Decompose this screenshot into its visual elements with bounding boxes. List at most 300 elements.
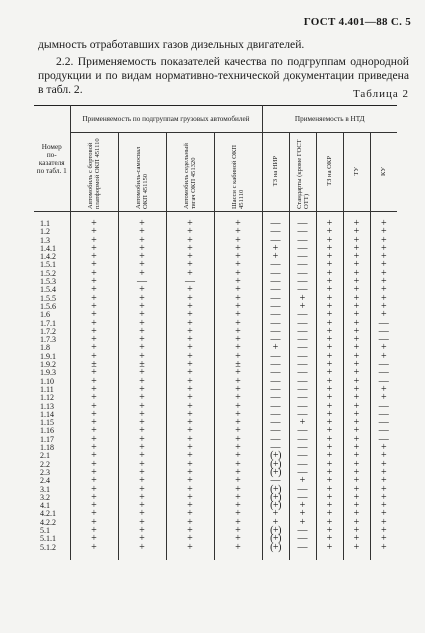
applicability-mark: + [70, 444, 118, 452]
applicability-mark: + [343, 245, 370, 253]
applicability-mark: + [214, 544, 262, 552]
row-number: 1.10 [34, 378, 70, 386]
applicability-mark: — [262, 403, 289, 411]
applicability-mark: + [214, 527, 262, 535]
applicability-mark: + [214, 469, 262, 477]
applicability-mark: ± [214, 361, 262, 369]
applicability-mark: + [70, 378, 118, 386]
applicability-mark: + [262, 510, 289, 518]
applicability-mark: + [343, 311, 370, 319]
applicability-mark: — [289, 394, 316, 402]
applicability-mark: + [166, 510, 214, 518]
applicability-mark: — [262, 369, 289, 377]
applicability-mark: — [262, 270, 289, 278]
table-row [34, 369, 397, 377]
applicability-mark: ± [70, 361, 118, 369]
applicability-mark: + [343, 519, 370, 527]
applicability-mark: + [214, 353, 262, 361]
table-row [34, 544, 397, 552]
applicability-mark: + [214, 510, 262, 518]
applicability-mark: + [343, 494, 370, 502]
applicability-mark: + [118, 494, 166, 502]
applicability-mark: + [316, 245, 343, 253]
row-number: 1.5.2 [34, 270, 70, 278]
row-number: 1.5.3 [34, 278, 70, 286]
applicability-mark: + [166, 444, 214, 452]
applicability-mark: — [262, 303, 289, 311]
applicability-mark: + [370, 295, 397, 303]
applicability-mark: + [118, 228, 166, 236]
applicability-mark: + [118, 419, 166, 427]
applicability-mark: + [118, 519, 166, 527]
applicability-mark: + [370, 544, 397, 552]
applicability-mark: (+) [262, 502, 289, 510]
applicability-mark: — [289, 344, 316, 352]
applicability-mark: + [343, 336, 370, 344]
applicability-mark: + [166, 336, 214, 344]
row-number: 1.9.2 [34, 361, 70, 369]
applicability-mark: + [370, 344, 397, 352]
applicability-mark: + [118, 502, 166, 510]
row-number: 1.5.6 [34, 303, 70, 311]
table-row [34, 427, 397, 435]
applicability-mark: — [262, 378, 289, 386]
applicability-mark: + [118, 469, 166, 477]
row-number: 1.7.2 [34, 328, 70, 336]
applicability-mark: — [370, 419, 397, 427]
applicability-mark: + [316, 469, 343, 477]
row-number: 1.12 [34, 394, 70, 402]
applicability-mark: + [343, 220, 370, 228]
applicability-mark: + [343, 477, 370, 485]
applicability-mark: + [70, 286, 118, 294]
applicability-mark: + [118, 220, 166, 228]
applicability-mark: + [343, 486, 370, 494]
applicability-mark: + [214, 220, 262, 228]
applicability-mark: — [289, 444, 316, 452]
applicability-mark: + [70, 411, 118, 419]
applicability-mark: — [289, 361, 316, 369]
applicability-mark: — [262, 237, 289, 245]
applicability-mark: + [289, 510, 316, 518]
applicability-mark: — [262, 278, 289, 286]
applicability-mark: + [118, 403, 166, 411]
table-row [34, 378, 397, 386]
applicability-mark: + [370, 278, 397, 286]
applicability-mark: + [343, 261, 370, 269]
applicability-mark: + [166, 286, 214, 294]
applicability-mark: + [343, 544, 370, 552]
column-header: ТЗ на ОКР [316, 133, 343, 212]
table-row [34, 253, 397, 261]
applicability-mark: + [316, 361, 343, 369]
column-header: Автомобиль-самосвал ОКП 451150 [118, 133, 166, 212]
applicability-mark: + [316, 444, 343, 452]
applicability-mark: — [262, 295, 289, 303]
applicability-mark: + [343, 295, 370, 303]
row-number: 1.2 [34, 228, 70, 236]
row-number: 1.9.3 [34, 369, 70, 377]
applicability-mark: + [214, 477, 262, 485]
applicability-mark: + [70, 253, 118, 261]
table-row [34, 353, 397, 361]
applicability-mark: + [70, 261, 118, 269]
applicability-mark: + [316, 436, 343, 444]
applicability-mark: + [370, 245, 397, 253]
column-header: Стандарты (кроме ГОСТ ОТТ) [289, 133, 316, 212]
applicability-mark: — [289, 253, 316, 261]
applicability-mark: — [289, 469, 316, 477]
applicability-mark: + [316, 502, 343, 510]
applicability-mark: — [289, 328, 316, 336]
applicability-table [34, 105, 397, 560]
applicability-mark: + [214, 270, 262, 278]
table-row [34, 527, 397, 535]
table-row [34, 320, 397, 328]
row-number: 1.16 [34, 427, 70, 435]
applicability-mark: + [166, 369, 214, 377]
applicability-mark: + [166, 419, 214, 427]
applicability-mark: (+) [262, 486, 289, 494]
num-column-header: Номер показателя по табл. 1 [34, 106, 70, 212]
applicability-mark: + [316, 320, 343, 328]
applicability-mark: + [70, 237, 118, 245]
applicability-mark: + [343, 510, 370, 518]
applicability-mark: + [214, 386, 262, 394]
applicability-mark: + [316, 369, 343, 377]
applicability-mark: + [70, 544, 118, 552]
applicability-mark: + [370, 228, 397, 236]
applicability-mark: + [343, 270, 370, 278]
applicability-mark: — [289, 320, 316, 328]
group-ntd-header: Применяемость в НТД [262, 106, 397, 133]
table-row [34, 510, 397, 518]
applicability-mark: + [316, 311, 343, 319]
applicability-mark: — [289, 535, 316, 543]
applicability-mark: — [289, 486, 316, 494]
applicability-mark: — [289, 403, 316, 411]
applicability-mark: + [118, 444, 166, 452]
applicability-mark: + [316, 510, 343, 518]
applicability-mark: + [316, 220, 343, 228]
applicability-mark: + [370, 270, 397, 278]
applicability-mark: + [70, 344, 118, 352]
table-row [34, 419, 397, 427]
applicability-mark: — [262, 444, 289, 452]
applicability-mark: + [118, 245, 166, 253]
applicability-mark: + [166, 411, 214, 419]
applicability-mark: — [289, 228, 316, 236]
applicability-mark: — [289, 245, 316, 253]
applicability-mark: — [289, 286, 316, 294]
applicability-mark: + [118, 328, 166, 336]
row-number: 1.5.4 [34, 286, 70, 294]
applicability-mark: + [214, 237, 262, 245]
applicability-mark: + [166, 469, 214, 477]
applicability-mark: + [118, 336, 166, 344]
applicability-mark: — [370, 320, 397, 328]
applicability-mark: + [289, 502, 316, 510]
applicability-mark: ± [118, 361, 166, 369]
applicability-mark: — [370, 361, 397, 369]
applicability-mark: + [316, 461, 343, 469]
applicability-mark: + [214, 320, 262, 328]
applicability-mark: + [316, 228, 343, 236]
applicability-mark: — [289, 220, 316, 228]
applicability-mark: + [316, 386, 343, 394]
applicability-mark: + [316, 544, 343, 552]
applicability-mark: + [316, 270, 343, 278]
applicability-mark: + [262, 519, 289, 527]
applicability-mark: + [214, 286, 262, 294]
applicability-mark: + [70, 245, 118, 253]
row-number: 1.15 [34, 419, 70, 427]
table-row [34, 286, 397, 294]
applicability-mark: + [70, 369, 118, 377]
applicability-mark: + [118, 436, 166, 444]
applicability-mark: + [166, 361, 214, 369]
table-row [34, 278, 397, 286]
row-number: 2.4 [34, 477, 70, 485]
table-row [34, 361, 397, 369]
applicability-mark: — [370, 403, 397, 411]
applicability-mark: + [316, 295, 343, 303]
column-header: ТЗ на НИР [262, 133, 289, 212]
applicability-mark: + [70, 461, 118, 469]
table-row [34, 486, 397, 494]
table-row [34, 303, 397, 311]
applicability-mark: + [118, 270, 166, 278]
applicability-mark: + [118, 378, 166, 386]
applicability-mark: + [343, 452, 370, 460]
table-row [34, 328, 397, 336]
applicability-mark: + [316, 519, 343, 527]
applicability-mark: + [316, 253, 343, 261]
table-row [34, 394, 397, 402]
applicability-mark: — [289, 386, 316, 394]
applicability-mark: + [70, 336, 118, 344]
applicability-mark: + [370, 502, 397, 510]
applicability-mark: — [370, 328, 397, 336]
table-row [34, 311, 397, 319]
applicability-mark: + [166, 303, 214, 311]
applicability-mark: + [214, 369, 262, 377]
applicability-mark: + [214, 311, 262, 319]
row-number: 1.7.1 [34, 320, 70, 328]
table-row [34, 220, 397, 228]
applicability-mark: + [316, 403, 343, 411]
applicability-mark: + [343, 527, 370, 535]
applicability-mark: + [343, 378, 370, 386]
applicability-mark: + [370, 510, 397, 518]
table-row [34, 535, 397, 543]
applicability-mark: + [70, 452, 118, 460]
applicability-mark: + [289, 303, 316, 311]
applicability-mark: + [343, 419, 370, 427]
applicability-mark: — [262, 220, 289, 228]
applicability-mark: — [262, 361, 289, 369]
row-number: 4.2.1 [34, 510, 70, 518]
applicability-mark: — [289, 452, 316, 460]
table-row [34, 344, 397, 352]
table-row [34, 237, 397, 245]
applicability-mark: (+) [262, 544, 289, 552]
applicability-mark: + [70, 394, 118, 402]
applicability-mark: — [370, 369, 397, 377]
applicability-mark: + [343, 411, 370, 419]
applicability-mark: + [70, 535, 118, 543]
applicability-mark: + [316, 535, 343, 543]
applicability-mark: + [214, 436, 262, 444]
row-number: 1.11 [34, 386, 70, 394]
applicability-mark: + [370, 452, 397, 460]
applicability-mark: — [262, 411, 289, 419]
applicability-mark: + [214, 403, 262, 411]
applicability-mark: + [370, 444, 397, 452]
applicability-mark: — [289, 270, 316, 278]
applicability-mark: + [214, 228, 262, 236]
applicability-mark: + [343, 361, 370, 369]
applicability-mark: + [166, 270, 214, 278]
applicability-mark: + [70, 502, 118, 510]
applicability-mark: + [370, 519, 397, 527]
applicability-mark: — [370, 378, 397, 386]
applicability-mark: + [343, 344, 370, 352]
applicability-mark: — [262, 386, 289, 394]
applicability-mark: + [166, 228, 214, 236]
applicability-mark: + [214, 411, 262, 419]
applicability-mark: + [316, 286, 343, 294]
table-row [34, 245, 397, 253]
applicability-mark: + [118, 477, 166, 485]
applicability-mark: + [118, 286, 166, 294]
applicability-mark: + [316, 527, 343, 535]
applicability-mark: + [316, 344, 343, 352]
table-row [34, 502, 397, 510]
applicability-mark: + [166, 261, 214, 269]
applicability-mark: + [343, 427, 370, 435]
row-number: 1.13 [34, 403, 70, 411]
column-header: КУ [370, 133, 397, 212]
table-row [34, 270, 397, 278]
applicability-mark: — [289, 378, 316, 386]
applicability-mark: — [289, 461, 316, 469]
column-header: Автомобиль с бортовой платформой ОКП 451110 [70, 133, 118, 212]
applicability-mark: — [262, 419, 289, 427]
applicability-mark: — [289, 336, 316, 344]
table-row [34, 477, 397, 485]
applicability-mark: + [70, 311, 118, 319]
applicability-mark: + [166, 461, 214, 469]
applicability-mark: + [166, 386, 214, 394]
applicability-mark: + [316, 378, 343, 386]
applicability-mark: + [166, 253, 214, 261]
applicability-mark: + [166, 320, 214, 328]
applicability-mark: + [166, 220, 214, 228]
applicability-mark: + [316, 336, 343, 344]
applicability-mark: — [262, 286, 289, 294]
applicability-mark: + [370, 386, 397, 394]
applicability-mark: + [370, 253, 397, 261]
applicability-mark: — [262, 328, 289, 336]
row-number: 1.4.2 [34, 253, 70, 261]
applicability-mark: — [262, 311, 289, 319]
applicability-mark: — [289, 353, 316, 361]
applicability-mark: + [70, 527, 118, 535]
applicability-mark: + [214, 336, 262, 344]
applicability-mark: + [166, 311, 214, 319]
applicability-mark: + [289, 519, 316, 527]
applicability-mark: — [289, 544, 316, 552]
applicability-mark: + [370, 237, 397, 245]
row-number: 1.7.3 [34, 336, 70, 344]
applicability-mark: + [166, 344, 214, 352]
applicability-mark: + [214, 253, 262, 261]
applicability-mark: — [289, 237, 316, 245]
applicability-mark: + [166, 502, 214, 510]
applicability-mark: + [214, 295, 262, 303]
applicability-mark: + [118, 253, 166, 261]
row-number: 1.18 [34, 444, 70, 452]
applicability-mark: + [289, 295, 316, 303]
applicability-mark: + [316, 419, 343, 427]
applicability-mark: — [262, 427, 289, 435]
applicability-mark: + [166, 245, 214, 253]
applicability-mark: + [70, 436, 118, 444]
applicability-mark: + [343, 286, 370, 294]
applicability-mark: + [343, 353, 370, 361]
applicability-mark: + [214, 261, 262, 269]
table-row [34, 228, 397, 236]
applicability-mark: + [118, 527, 166, 535]
table-row [34, 494, 397, 502]
applicability-mark: + [214, 328, 262, 336]
applicability-mark: + [370, 477, 397, 485]
applicability-mark: + [118, 320, 166, 328]
table-row [34, 403, 397, 411]
applicability-mark: + [316, 261, 343, 269]
applicability-mark: + [343, 444, 370, 452]
applicability-mark: + [118, 311, 166, 319]
applicability-mark: — [262, 261, 289, 269]
applicability-mark: + [166, 452, 214, 460]
applicability-mark: + [214, 245, 262, 253]
applicability-mark: + [70, 220, 118, 228]
applicability-mark: + [214, 344, 262, 352]
applicability-mark: + [214, 427, 262, 435]
applicability-mark: + [166, 477, 214, 485]
applicability-mark: + [70, 477, 118, 485]
applicability-mark: + [316, 328, 343, 336]
applicability-mark: + [343, 369, 370, 377]
applicability-mark: — [262, 228, 289, 236]
applicability-mark: + [70, 270, 118, 278]
applicability-mark: + [70, 486, 118, 494]
applicability-mark: + [166, 328, 214, 336]
applicability-mark: + [370, 461, 397, 469]
row-number: 1.4.1 [34, 245, 70, 253]
row-number: 1.1 [34, 220, 70, 228]
applicability-mark: + [343, 386, 370, 394]
applicability-mark: — [370, 436, 397, 444]
applicability-mark: (+) [262, 452, 289, 460]
applicability-mark: + [214, 303, 262, 311]
column-header: Автомобиль седельный тягач ОКП 451320 [166, 133, 214, 212]
applicability-mark: + [214, 519, 262, 527]
table-row [34, 469, 397, 477]
table-row [34, 386, 397, 394]
applicability-mark: — [370, 336, 397, 344]
